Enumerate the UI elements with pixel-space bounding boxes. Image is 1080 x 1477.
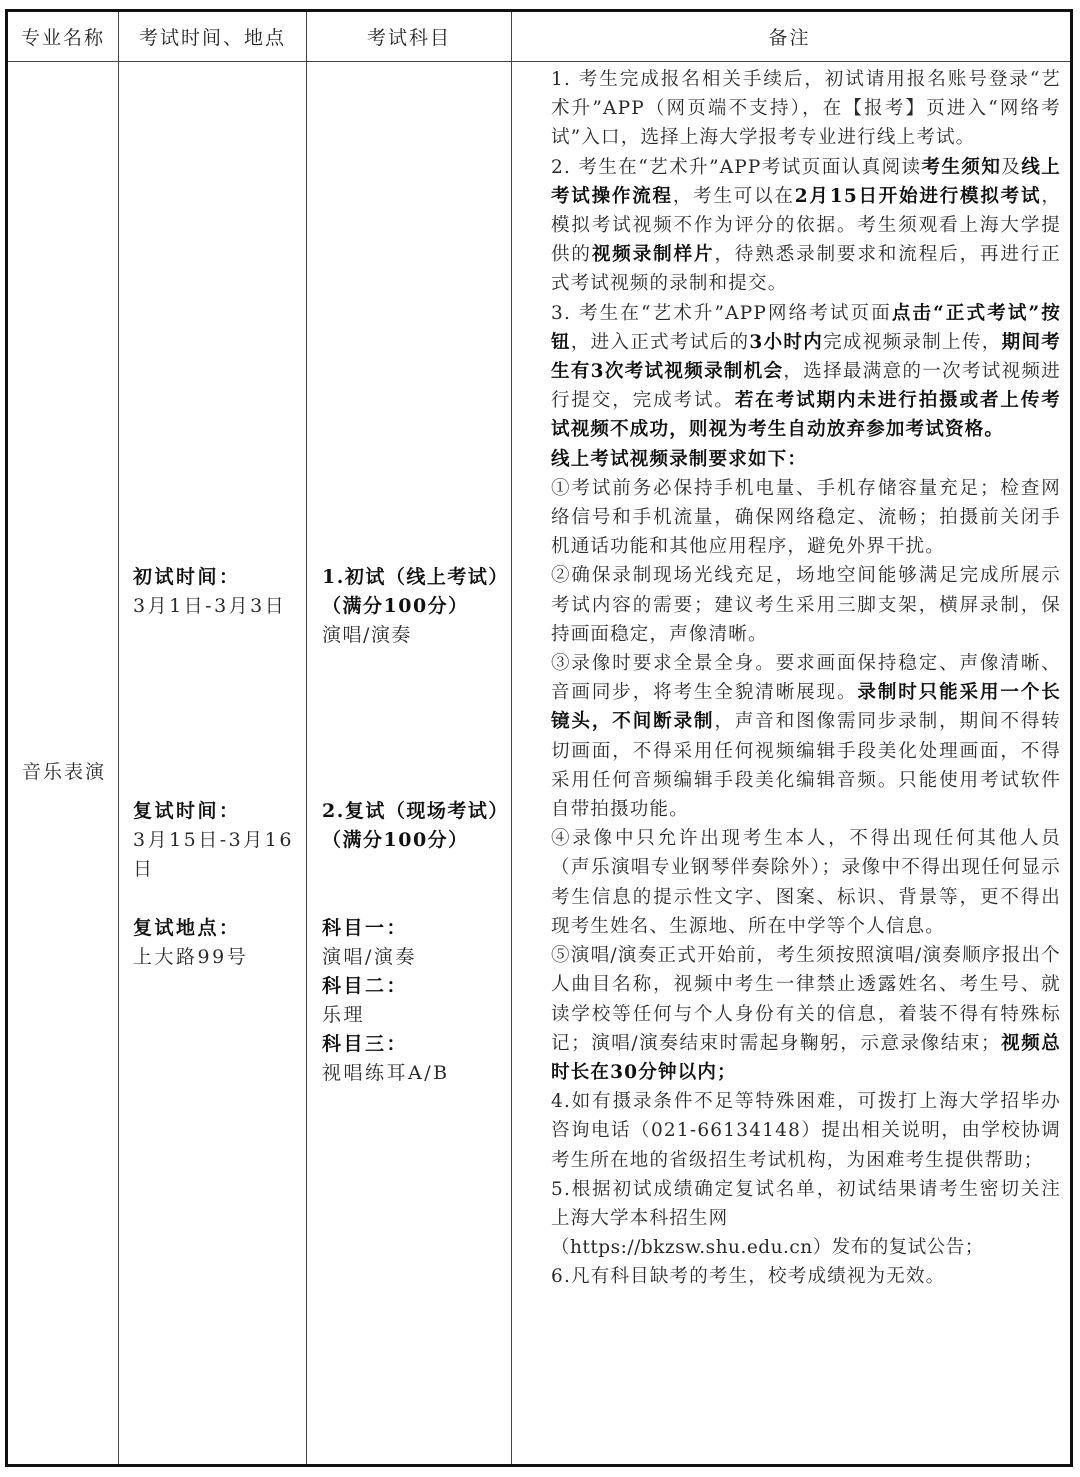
note-2-emph: 2月15日开始进行模拟考试 [794, 185, 1042, 207]
header-notes: 备注 [768, 27, 811, 49]
preliminary-date: 3月1日-3月3日 [133, 595, 287, 617]
req-3-emph: 录制时只能采用一个长镜头，不间断录制 [551, 682, 1061, 733]
header-time-place: 考试时间、地点 [138, 27, 286, 49]
requirement-4: ④录像中只允许出现考生本人，不得出现任何其他人员（声乐演唱专业钢琴伴奏除外）；录像中不得出现任何显示考生信息的提示性文字、图案、标识、背景等，更不得出现考生姓名、生源地、所在中学等个人信息。 [551, 828, 1061, 937]
subject1: 演唱/演奏 [322, 946, 417, 968]
header-divider [8, 61, 1070, 62]
note-3-emph: 期间考生有3次考试视频录制机会 [551, 331, 1061, 383]
note-3-text: ，进入正式考试后的 [570, 331, 750, 353]
req-5-emph: 视频总时长在30分钟以内； [551, 1032, 1061, 1083]
retest-time-label: 复试时间： [133, 800, 241, 822]
req-5-text: ⑤演唱/演奏正式开始前，考生须按照演唱/演奏顺序报出个人曲目名称，视频中考生一律禁止透露姓名、考生号、就读学校等任何与个人身份有关的信息，着装不得有特殊标记；演唱/演奏结束时需起身鞠躬，示意录像结束； [551, 945, 1061, 1054]
exam-info-table [5, 9, 1073, 1467]
note-2 [551, 153, 1061, 299]
note-2-text: ，模拟考试视频不作为评分的依据。考生须观看上海大学提供的 [551, 185, 1062, 266]
note-3-text: ，选择最满意的一次考试视频进行提交，完成考试。 [551, 361, 1061, 412]
subjects-retest [322, 797, 509, 855]
requirements-title: 线上考试视频录制要求如下： [551, 448, 808, 470]
note-2-emph: 线上考试操作流程 [551, 156, 1061, 207]
note-2-text: 2. 考生在“艺术升”APP考试页面认真阅读 [551, 156, 922, 178]
major-name: 音乐表演 [21, 761, 106, 783]
admissions-url[interactable]: （https://bkzsw.shu.edu.cn）发布的复试公告； [551, 1237, 984, 1259]
note-2-emph: 视频录制样片 [591, 244, 715, 266]
note-2-text: ，考生可以在 [672, 185, 795, 207]
subject2: 乐理 [322, 1004, 366, 1026]
requirement-1: ①考试前务必保持手机电量、手机存储容量充足；检查网络信号和手机流量，确保网络稳定、流畅；拍摄前关闭手机通话功能和其他应用程序，避免外界干扰。 [551, 477, 1061, 558]
header-subjects: 考试科目 [366, 27, 451, 49]
subjects-list [322, 914, 450, 1088]
note-3-text: 3. 考生在“艺术升”APP网络考试页面 [551, 302, 892, 324]
note-3-emph: 3小时内 [749, 331, 824, 353]
schedule-place [133, 914, 248, 972]
column-divider-2 [306, 12, 307, 1464]
schedule-retest [133, 797, 294, 884]
retest-score: （满分100分） [322, 829, 469, 851]
subject3: 视唱练耳A/B [322, 1062, 450, 1084]
subject3-label: 科目三： [322, 1033, 409, 1055]
note-3 [551, 299, 1061, 445]
note-3-emph: 若在考试期内未进行拍摄或者上传考试视频不成功，则视为考生自动放弃参加考试资格。 [551, 390, 1061, 441]
column-divider-1 [118, 12, 119, 1464]
note-3-text: 完成视频录制上传， [823, 331, 1002, 353]
note-6: 6.凡有科目缺考的考生，校考成绩视为无效。 [551, 1266, 946, 1288]
retest-place: 上大路99号 [133, 946, 249, 968]
note-2-text: ，待熟悉录制要求和流程后，再进行正式考试视频的录制和提交。 [551, 244, 1061, 295]
subject2-label: 科目二： [322, 975, 409, 997]
requirement-3 [551, 649, 1061, 824]
requirement-2: ②确保录制现场光线充足，场地空间能够满足完成所展示考试内容的需要；建议考生采用三脚支架，横屏录制，保持画面稳定，声像清晰。 [551, 565, 1061, 645]
preliminary-score: （满分100分） [322, 595, 469, 617]
retest-date-cont: 日 [133, 858, 155, 880]
notes-content [551, 65, 1061, 1292]
note-2-emph: 考生须知 [921, 156, 1002, 178]
requirement-5 [551, 941, 1061, 1087]
retest-date: 3月15日-3月16 [133, 829, 294, 851]
retest-title: 2.复试（现场考试） [322, 800, 509, 822]
note-3-emph: 点击“正式考试”按钮 [551, 302, 1061, 353]
note-2-text: 及 [1001, 156, 1022, 178]
note-5 [551, 1175, 1061, 1263]
req-3-text: ，声音和图像需同步录制，期间不得转切画面，不得采用任何视频编辑手段美化处理画面，不得采用任何音频编辑手段美化编辑音频。只能使用考试软件自带拍摄功能。 [551, 711, 1061, 821]
subjects-preliminary [322, 563, 509, 650]
preliminary-title: 1.初试（线上考试） [322, 566, 509, 588]
retest-place-label: 复试地点： [133, 917, 241, 939]
header-major: 专业名称 [20, 27, 105, 49]
column-divider-3 [511, 12, 512, 1464]
note-4: 4.如有摄录条件不足等特殊困难，可拨打上海大学招毕办咨询电话（021-66134148）提出相关说明，由学校协调考生所在地的省级招生考试机构，为困难考生提供帮助； [551, 1091, 1061, 1171]
schedule-preliminary [133, 563, 286, 621]
req-3-text: ③录像时要求全景全身。要求画面保持稳定、声像清晰、音画同步，将考生全貌清晰展现。 [551, 653, 1061, 704]
note-5-text: 5.根据初试成绩确定复试名单，初试结果请考生密切关注上海大学本科招生网 [551, 1178, 1061, 1229]
preliminary-time-label: 初试时间： [133, 566, 241, 588]
subject1-label: 科目一： [322, 917, 409, 939]
preliminary-content: 演唱/演奏 [322, 624, 412, 646]
note-1: 1. 考生完成报名相关手续后，初试请用报名账号登录“艺术升”APP（网页端不支持），在【报考】页进入“网络考试”入口，选择上海大学报考专业进行线上考试。 [551, 69, 1061, 149]
